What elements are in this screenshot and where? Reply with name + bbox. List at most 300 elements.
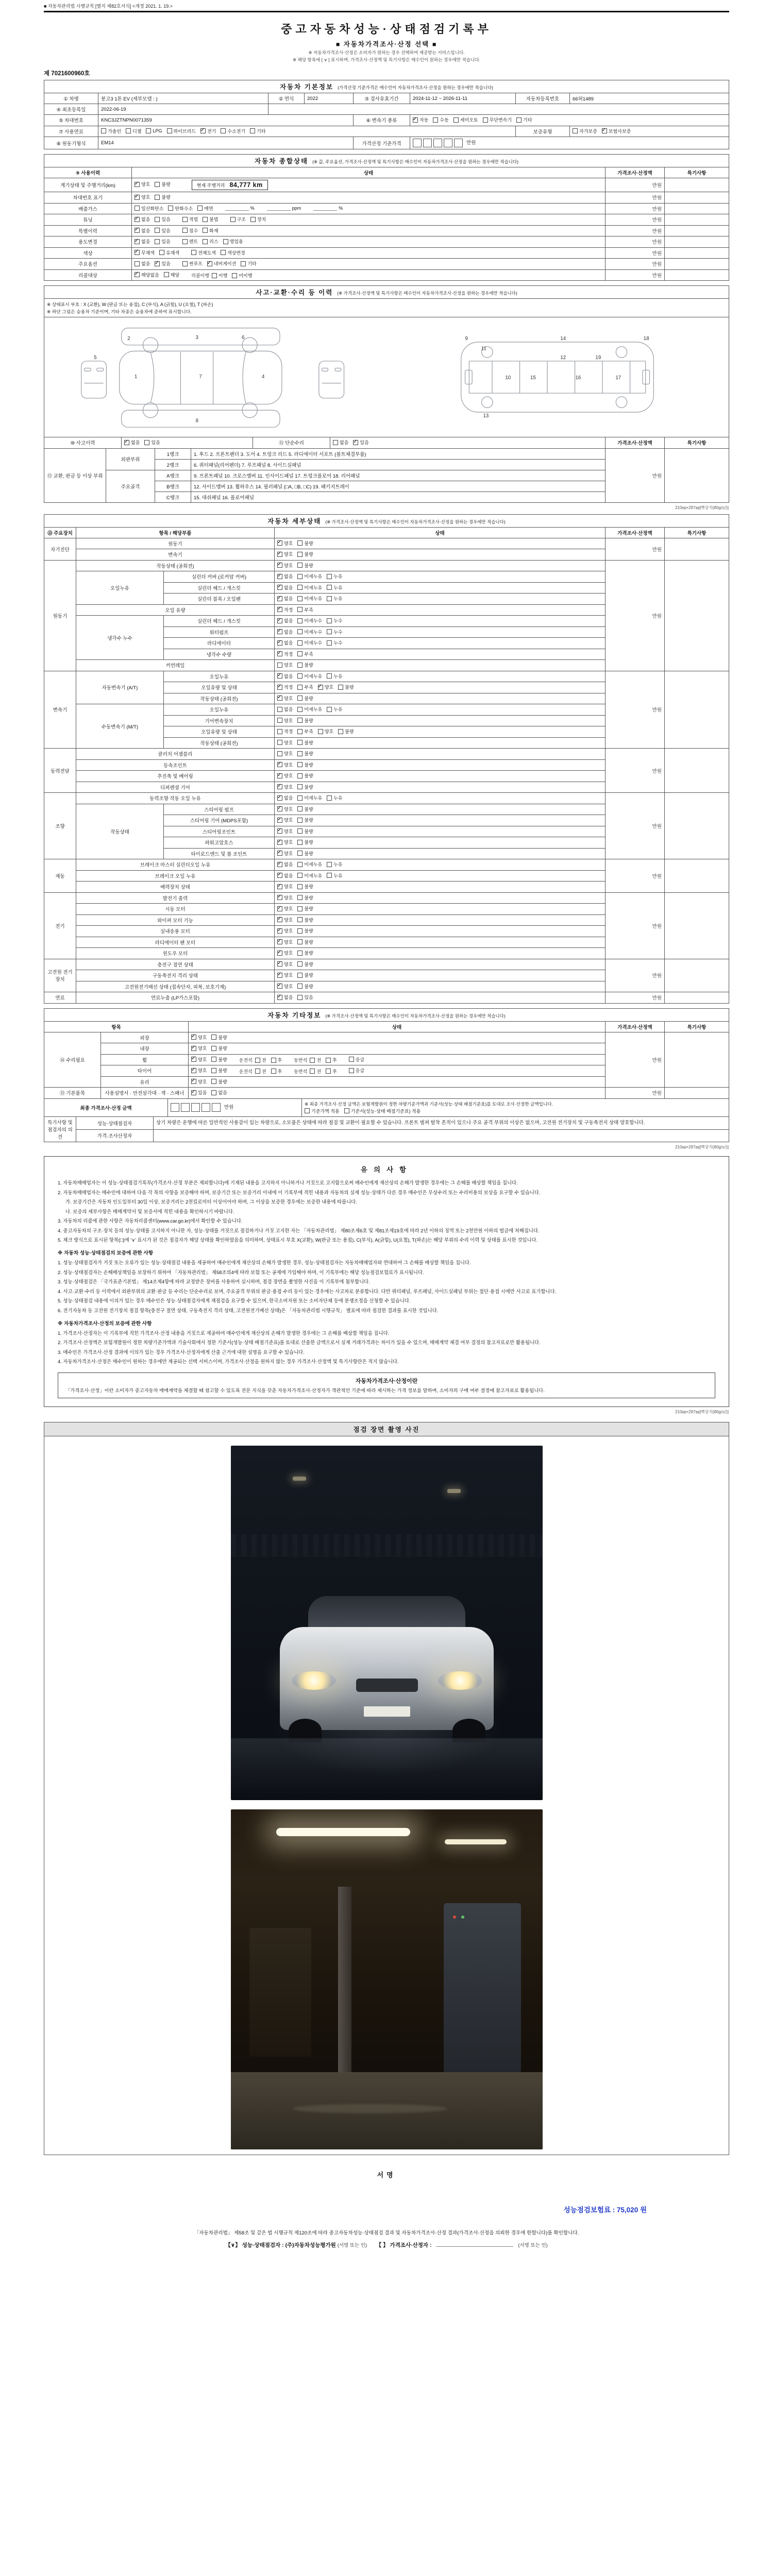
item-label: 커먼레일 xyxy=(76,660,275,671)
checkbox-checked: ✓ 양호 xyxy=(277,828,293,835)
measurement-field: % xyxy=(313,206,343,211)
item-label: 동력조향 작동 오일 누유 xyxy=(76,793,275,804)
overall-row xyxy=(44,225,729,236)
option-group xyxy=(277,939,318,945)
price-digit-box xyxy=(444,139,452,147)
rank-label: A랭크 xyxy=(155,470,191,481)
subitem-label: 오일유량 및 상태 xyxy=(164,726,275,738)
notice-heading: ※ 자동차 성능·상태점검의 보증에 관한 사항 xyxy=(58,1250,154,1257)
price-cell: 만원 xyxy=(605,671,664,749)
diagram-part-number: 18 xyxy=(643,336,649,342)
item-label: 배력장치 상태 xyxy=(76,882,275,893)
notice-item: 3. 자동차의 리콜에 관한 사항은 자동차리콜센터(www.car.go.kr)에서 확인할 수 있습니다. xyxy=(58,1218,243,1224)
checkbox-checked: ✓ 양호 xyxy=(277,562,293,569)
checkbox-checked: ✓ 적정 xyxy=(277,606,293,613)
first-reg-value: 2022-06-19 xyxy=(98,104,268,115)
state-cell xyxy=(275,560,606,571)
diagram-part-number: 12 xyxy=(560,354,566,361)
state-cell xyxy=(275,892,606,904)
item-label: 타이어 xyxy=(101,1065,189,1077)
checkbox: 누유 xyxy=(327,872,342,879)
item-label: 등속조인트 xyxy=(76,759,275,771)
simple-repair-options xyxy=(330,437,606,449)
option-group xyxy=(135,194,175,200)
etc-info-table xyxy=(44,1008,729,1099)
remark-cell xyxy=(665,192,729,204)
item-label: 내장 xyxy=(101,1043,189,1055)
checkbox: 불량 xyxy=(297,806,313,812)
etc-row xyxy=(44,1032,729,1043)
price-digit-box xyxy=(454,139,463,147)
notice-item: 가. 보증기간은 자동차 인도일부터 30일 이상, 보증거리는 2천킬로미터 이상이어야 하며, 그 이상을 보증한 경우에는 보증한 내용에 따릅니다. xyxy=(65,1199,357,1205)
option-group xyxy=(277,639,347,646)
etc-row xyxy=(44,1088,729,1099)
car-frame-diagram xyxy=(391,322,724,432)
subitem-label: 실린더 커버 (로커암 커버) xyxy=(164,571,275,583)
accident-history-label: ⑩ 사고이력 xyxy=(44,437,122,449)
checkbox: 있음 xyxy=(155,227,170,234)
option-group xyxy=(135,238,175,245)
notice-item: 1. 자동차매매업자는 이 성능·상태점검기록부(가격조사·산정 부분은 제외합니다)에 기재된 내용을 고지하지 아니하거나 거짓으로 고지함으로써 매수인에게 재산상의 손해가 발생한 경우에는 그 손해를 배상할 책임을 집니다. xyxy=(58,1180,518,1185)
price-cell: 만원 xyxy=(606,192,665,204)
option-group xyxy=(277,872,347,879)
checkbox: 전 xyxy=(255,1057,266,1063)
checkbox: 화재 xyxy=(203,227,218,234)
item-label: 와이퍼 모터 기능 xyxy=(76,914,275,926)
exchange-label: ⑫ 교환, 판금 등 이상 부위 xyxy=(44,448,106,502)
notice-item: 4. 자동차가격조사·산정은 매수인이 원하는 경우에만 제공되는 선택 서비스이며, 가격조사·산정을 원하지 않는 경우 가격조사·산정액 및 특기사항란은 적지 않습니다. xyxy=(58,1359,399,1365)
price-digit-box xyxy=(201,1103,210,1112)
checkbox: 불량 xyxy=(297,761,313,768)
basic-section-title: 자동차 기본정보 xyxy=(280,83,334,91)
accident-section-header xyxy=(44,286,729,299)
state-cell xyxy=(275,904,606,915)
option-group xyxy=(277,551,318,557)
option-group xyxy=(277,750,318,757)
item-label: 자동변속기 (A/T) xyxy=(76,671,164,704)
final-price-table xyxy=(44,1098,729,1117)
overall-row xyxy=(44,178,729,192)
checkbox: 불량 xyxy=(297,817,313,823)
option-group xyxy=(191,249,250,256)
checkbox: 응급 xyxy=(349,1056,364,1063)
detail-body xyxy=(44,538,729,1003)
checkbox-checked: ✓ 양호 xyxy=(277,905,293,912)
state-cell xyxy=(132,192,606,204)
diagram-part-number: 15 xyxy=(530,375,536,381)
notice-item: 나. 보증의 세부사항은 매매계약서 및 보증서에 적힌 내용을 확인하시기 바랍니다. xyxy=(65,1208,234,1214)
rank-items: 9. 프론트패널 10. 크로스멤버 11. 인사이드패널 17. 트렁크플로어 18. 리어패널 xyxy=(191,470,606,481)
rank-label: 1랭크 xyxy=(155,448,191,459)
checkbox: 불량 xyxy=(297,850,313,857)
checkbox: 기준가액 적용 xyxy=(305,1108,340,1114)
notice-item: 5. 성능·상태점검 내용에 이의가 있는 경우 매수인은 성능·상태점검자에게 재점검을 요구할 수 있으며, 한국소비자원 또는 소비자단체 등에 분쟁조정을 신청할 수 있습니다. xyxy=(58,1298,411,1304)
checkbox: 침수 xyxy=(182,227,198,234)
col-major-device: ⑬ 주요장치 xyxy=(44,527,76,538)
checkbox-checked: ✓ 양호 xyxy=(277,551,293,557)
checkbox-checked: ✓ 없음 xyxy=(135,227,150,234)
reg-number-value: 66허1489 xyxy=(570,93,729,104)
option-group-label: 리콜이행 xyxy=(191,273,209,278)
rank-label: 2랭크 xyxy=(155,459,191,470)
state-cell xyxy=(132,203,606,214)
option-group xyxy=(277,817,318,823)
checkbox: 미세누유 xyxy=(297,584,322,591)
item-label: 브레이크 마스터 실린더오일 누유 xyxy=(76,859,275,871)
state-cell xyxy=(275,771,606,782)
item-label: 냉각수 누수 xyxy=(76,616,164,660)
checkbox: 미세누유 xyxy=(297,673,322,680)
item-label: 발전기 출력 xyxy=(76,892,275,904)
subitem-label: 오일누유 xyxy=(164,704,275,716)
state-cell xyxy=(132,178,606,192)
checkbox: 불량 xyxy=(297,562,313,569)
state-cell xyxy=(275,804,606,815)
state-cell xyxy=(275,549,606,561)
fuel-label: ⑦ 사용연료 xyxy=(44,126,98,137)
checkbox: 탄화수소 xyxy=(168,205,193,212)
rank-items: 1. 후드 2. 프론트펜더 3. 도어 4. 트렁크 리드 5. 라디에이터 서포트 (볼트체결부품) xyxy=(191,448,606,459)
col-price: 가격조사·산정액 xyxy=(606,437,665,449)
checkbox-checked: ✓ 없음 xyxy=(277,673,293,680)
checkbox: 불량 xyxy=(297,717,313,724)
checkbox-checked: ✓ 양호 xyxy=(191,1067,207,1074)
checkbox-checked: ✓ 양호 xyxy=(277,784,293,790)
row-label: 색상 xyxy=(44,247,132,259)
state-cell xyxy=(132,269,606,281)
checkbox: 불량 xyxy=(297,927,313,934)
option-group xyxy=(277,629,347,635)
option-group xyxy=(239,1057,287,1063)
checkbox: 불량 xyxy=(297,551,313,557)
checkbox-checked: ✓ 양호 xyxy=(277,972,293,978)
checkbox-checked: ✓ 양호 xyxy=(277,540,293,547)
checkbox: 불량 xyxy=(338,684,354,690)
state-cell xyxy=(275,970,606,981)
checkbox: 불량 xyxy=(297,961,313,968)
item-label: 수동변속기 (M/T) xyxy=(76,704,164,749)
checkbox: 기타 xyxy=(241,260,256,267)
etc-section-title: 자동차 기타정보 xyxy=(267,1011,322,1019)
device-group-label: 변속기 xyxy=(44,671,76,749)
state-cell xyxy=(275,992,606,1004)
remark-cell xyxy=(665,448,729,502)
appraiser-seal-note: (서명 또는 인) xyxy=(518,2243,548,2249)
checkbox: 미세누유 xyxy=(297,861,322,868)
checkbox-checked: ✓ 양호 xyxy=(277,839,293,845)
item-label: 외장 xyxy=(101,1032,189,1043)
item-label: 디퍼렌셜 기어 xyxy=(76,782,275,793)
subitem-label: 타이로드엔드 및 볼 조인트 xyxy=(164,848,275,859)
checkbox: 기타 xyxy=(516,116,532,123)
checkbox: 불량 xyxy=(211,1034,227,1041)
etc-body xyxy=(44,1032,729,1098)
checkbox: 전체도색 xyxy=(191,249,216,256)
checkbox-checked: ✓ 없음 xyxy=(277,872,293,879)
checkbox: 없음 xyxy=(135,260,150,267)
checkbox: 불량 xyxy=(155,194,170,200)
detail-condition-table xyxy=(44,514,729,1004)
checkbox-checked: ✓ 보험사보증 xyxy=(602,128,631,134)
state-cell xyxy=(275,660,606,671)
subitem-label: 오일누유 xyxy=(164,671,275,682)
checkbox: 후 xyxy=(271,1068,282,1075)
basic-section-note: (가격산정 기준가격은 매수인이 자동차가격조사·산정을 원하는 경우에만 적습니다) xyxy=(338,85,493,90)
checkbox-checked: ✓ 있음 xyxy=(155,260,170,267)
checkbox: 양호 xyxy=(277,750,293,757)
diagram-part-number: 13 xyxy=(483,413,489,419)
checkbox: 미세누유 xyxy=(297,794,322,801)
state-cell xyxy=(275,594,606,605)
state-cell xyxy=(275,759,606,771)
definition-title: 자동차가격조사·산정이란 xyxy=(355,1378,418,1384)
checkbox-checked: ✓ 없음 xyxy=(277,861,293,868)
checkbox-checked: ✓ 양호 xyxy=(191,1078,207,1085)
checkbox: 색상변경 xyxy=(221,249,245,256)
price-cell: 만원 xyxy=(605,538,664,560)
model-year-label: ② 연식 xyxy=(268,93,305,104)
price-cell: 만원 xyxy=(605,892,664,959)
checkbox-checked: ✓ 해당없음 xyxy=(135,272,159,278)
checkbox: 렌트 xyxy=(182,238,198,245)
price-appraisal-definition-box xyxy=(58,1372,715,1398)
remark-cell xyxy=(665,259,729,270)
device-group-label: 고전원 전기장치 xyxy=(44,959,76,992)
rank-group-label: 주요골격 xyxy=(106,470,155,502)
option-group xyxy=(135,216,175,223)
etc-section-note: (※ 가격조사·산정액 및 특기사항은 매수인이 자동차가격조사·산정을 원하는 경우에만 적습니다) xyxy=(325,1013,506,1019)
checkbox-checked: ✓ 양호 xyxy=(277,695,293,702)
option-group xyxy=(277,839,318,845)
notices-box xyxy=(44,1156,729,1407)
state-cell xyxy=(275,782,606,793)
price-cell: 만원 xyxy=(606,203,665,214)
rank-label: C랭크 xyxy=(155,492,191,502)
price-cell: 만원 xyxy=(605,1088,664,1099)
inspection-photo-workshop xyxy=(231,1809,543,2149)
row-label: 리콜대상 xyxy=(44,269,132,281)
checkbox-checked: ✓ 적정 xyxy=(277,651,293,657)
option-group xyxy=(182,227,223,234)
definition-body: 「가격조사·산정」이란 소비자가 중고자동차 매매계약을 체결할 때 참고할 수 있도록 전문 지식을 갖춘 자동차가격조사·산정자가 객관적인 기준에 따라 제시하는 가격 정보를 말하며, 소비자의 구매 여부 결정에 참고자료로 활용됩니다. xyxy=(65,1387,545,1393)
checkbox-checked: ✓ 양호 xyxy=(277,850,293,857)
price-digit-box xyxy=(413,139,422,147)
option-group xyxy=(277,972,318,978)
checkbox-checked: ✓ 없음 xyxy=(277,639,293,646)
remark-cell xyxy=(665,203,729,214)
checkbox: 하이브리드 xyxy=(167,128,196,134)
overall-row xyxy=(44,203,729,214)
state-cell xyxy=(275,693,606,704)
state-cell xyxy=(275,737,606,749)
price-cell: 만원 xyxy=(605,1032,664,1088)
photo-equipment-cabinet xyxy=(444,1903,521,2073)
option-group xyxy=(135,249,184,256)
checkbox: 후 xyxy=(271,1057,282,1063)
state-cell xyxy=(275,616,606,627)
empty-cell xyxy=(268,104,729,115)
col-remark: 특기사항 xyxy=(665,167,729,178)
overall-section-title: 자동차 종합상태 xyxy=(255,158,309,165)
background-light xyxy=(293,1477,306,1481)
overall-section-note: (※ 값, 주요옵션, 가격조사·산정액 및 특기사항은 매수인이 자동차가격조사·산정을 원하는 경우에만 적습니다) xyxy=(312,159,518,164)
checkbox-checked: ✓ 양호 xyxy=(277,917,293,923)
subitem-label: 라디에이터 xyxy=(164,638,275,649)
subitem-label: 작동상태 (공회전) xyxy=(164,737,275,749)
col-item: 항목 / 해당부품 xyxy=(76,527,275,538)
document-number: 제 7021600960호 xyxy=(44,71,90,77)
option-group xyxy=(277,673,347,680)
remark-cell xyxy=(665,178,729,192)
state-cell xyxy=(275,870,606,882)
option-group-label: 운전석 xyxy=(239,1058,253,1063)
photo-ceiling-light xyxy=(276,1828,410,1836)
remark-cell xyxy=(665,225,729,236)
notices-title: 유의사항 xyxy=(360,1166,413,1174)
paper-spec: 210㎜×297㎜[백상지(80g/㎡)] xyxy=(675,505,729,510)
price-digit-box xyxy=(181,1103,190,1112)
option-group xyxy=(277,905,318,912)
background-light xyxy=(447,1489,461,1493)
overall-row xyxy=(44,192,729,204)
photo-lift-post xyxy=(338,1887,351,2075)
checkbox: 미세누수 xyxy=(297,639,322,646)
state-cell xyxy=(275,981,606,992)
item-label: 원동기 xyxy=(76,538,275,549)
checkbox: 장치 xyxy=(250,216,266,223)
option-group xyxy=(135,272,184,278)
price-cell: 만원 xyxy=(605,793,664,859)
price-cell: 만원 xyxy=(606,225,665,236)
item-label: 실내송풍 모터 xyxy=(76,926,275,937)
price-digit-box xyxy=(212,1103,221,1112)
legal-confirmation-note: 「자동차관리법」 제58조 및 같은 법 시행규칙 제120조에 따라 중고자동차성능·상태점검 결과 및 자동차가격조사·산정 결과(가격조사·산정을 의뢰한 경우에 한합니다)를 확인합니다. xyxy=(194,2230,579,2236)
inspector-signer-name: (주)자동차성능평가원 xyxy=(285,2242,336,2249)
state-cell xyxy=(275,604,606,616)
price-cell: 만원 xyxy=(605,560,664,671)
opinion-side-label: 특기사항 및 점검자의 의견 xyxy=(44,1117,76,1142)
col-state: 상태 xyxy=(132,167,606,178)
detail-row xyxy=(44,959,729,970)
option-group xyxy=(277,850,318,857)
checkbox: 누수 xyxy=(327,629,342,635)
final-price-note xyxy=(302,1098,729,1117)
final-price-value xyxy=(168,1098,302,1117)
checkbox-checked: ✓ 전기 xyxy=(200,128,216,134)
device-group-label: 전기 xyxy=(44,892,76,959)
remark-cell xyxy=(664,538,729,560)
overall-row xyxy=(44,236,729,248)
checkbox-checked: ✓ 네비게이션 xyxy=(207,260,236,267)
price-cell: 만원 xyxy=(605,859,664,893)
checkbox: 응급 xyxy=(349,1067,364,1074)
page-note-1: ※ 자동차가격조사·산정은 소비자가 원하는 경우 선택하여 제공받는 서비스입니다. xyxy=(308,50,465,55)
diagram-part-number: 6 xyxy=(242,335,245,341)
transmission-label: ⑥ 변속기 종류 xyxy=(354,115,410,126)
appraiser-signer-label: 가격조사·산정자 : xyxy=(390,2242,432,2249)
price-cell: 만원 xyxy=(606,236,665,248)
state-cell xyxy=(275,638,606,649)
option-group xyxy=(277,684,359,690)
option-group xyxy=(277,772,318,779)
item-label: 오일누유 xyxy=(76,571,164,605)
checkbox: 이행 xyxy=(212,272,227,279)
state-cell xyxy=(189,1054,606,1065)
photo-ceiling-light-2 xyxy=(445,1839,507,1844)
checkbox: 부족 xyxy=(297,684,313,690)
state-cell xyxy=(275,704,606,716)
checkbox: 미세누유 xyxy=(297,872,322,879)
checkbox: 있음 xyxy=(155,238,170,245)
checkbox: 구조 xyxy=(230,216,246,223)
remark-cell xyxy=(664,892,729,959)
device-group-label: 원동기 xyxy=(44,560,76,671)
option-group xyxy=(191,1089,232,1096)
checkbox: 있음 xyxy=(155,216,170,223)
photos-section-title: 점검 장면 촬영 사진 xyxy=(44,1422,729,1436)
page-title: 중고자동차성능·상태점검기록부 xyxy=(281,23,492,36)
checkbox: 불법 xyxy=(203,216,218,223)
option-group xyxy=(277,794,347,801)
price-digit-box xyxy=(423,139,432,147)
checkbox-checked: ✓ 없음 xyxy=(277,629,293,635)
option-group xyxy=(191,1034,232,1041)
option-group xyxy=(277,927,318,934)
option-group xyxy=(182,238,248,245)
state-cell xyxy=(275,715,606,726)
detail-row xyxy=(44,560,729,571)
checkbox: 기타 xyxy=(250,128,265,134)
price-cell: 만원 xyxy=(605,749,664,793)
diagram-part-number: 19 xyxy=(595,354,601,361)
remark-cell xyxy=(664,859,729,893)
price-cell: 만원 xyxy=(606,259,665,270)
notice-item: 1. 가격조사·산정자는 이 기록부에 적힌 가격조사·산정 내용을 거짓으로 제공하여 매수인에게 재산상의 손해가 발생한 경우에는 그 손해를 배상할 책임을 집니다. xyxy=(58,1330,390,1336)
checkbox: 후 xyxy=(326,1057,337,1063)
state-cell xyxy=(275,882,606,893)
checkbox-checked: ✓ 양호 xyxy=(277,894,293,901)
checkbox: 영업용 xyxy=(223,238,243,245)
state-cell xyxy=(132,247,606,259)
checkbox-checked: ✓ 양호 xyxy=(277,817,293,823)
checkbox: 무단변속기 xyxy=(483,116,512,123)
overall-condition-table xyxy=(44,154,729,281)
photo-headlight-left xyxy=(292,1671,336,1690)
measurement-field: % xyxy=(225,206,255,211)
checkbox-checked: ✓ 없음 xyxy=(124,439,140,446)
notice-item: 1. 성능·상태점검자가 거짓 또는 오류가 있는 성능·상태점검 내용을 제공하여 매수인에게 재산상의 손해가 발생한 경우, 성능·상태점검자는 자동차매매업자와 연대하여 그 손해를 배상할 책임을 집니다. xyxy=(58,1260,471,1266)
subitem-label: 스티어링 펌프 xyxy=(164,804,275,815)
base-price-label: 가격산정 기준가격 xyxy=(354,137,410,149)
state-cell xyxy=(275,859,606,871)
checkbox-checked: ✓ 있음 xyxy=(191,1089,207,1096)
option-group xyxy=(191,1078,232,1085)
checkbox-checked: ✓ 양호 xyxy=(277,761,293,768)
col-price: 가격조사·산정액 xyxy=(605,1021,664,1032)
accident-header-table xyxy=(44,285,729,437)
state-cell xyxy=(275,815,606,826)
checkbox: 디젤 xyxy=(126,128,141,134)
col-price: 가격조사·산정액 xyxy=(605,527,664,538)
signature-label: 서명 xyxy=(377,2171,396,2179)
remark-cell xyxy=(664,560,729,671)
detail-row xyxy=(44,671,729,682)
option-group xyxy=(277,994,318,1001)
option-group xyxy=(277,606,318,613)
option-group xyxy=(277,961,318,968)
option-group-label: 운전석 xyxy=(239,1069,253,1074)
checkbox-checked: ✓ 양호 xyxy=(135,194,150,200)
